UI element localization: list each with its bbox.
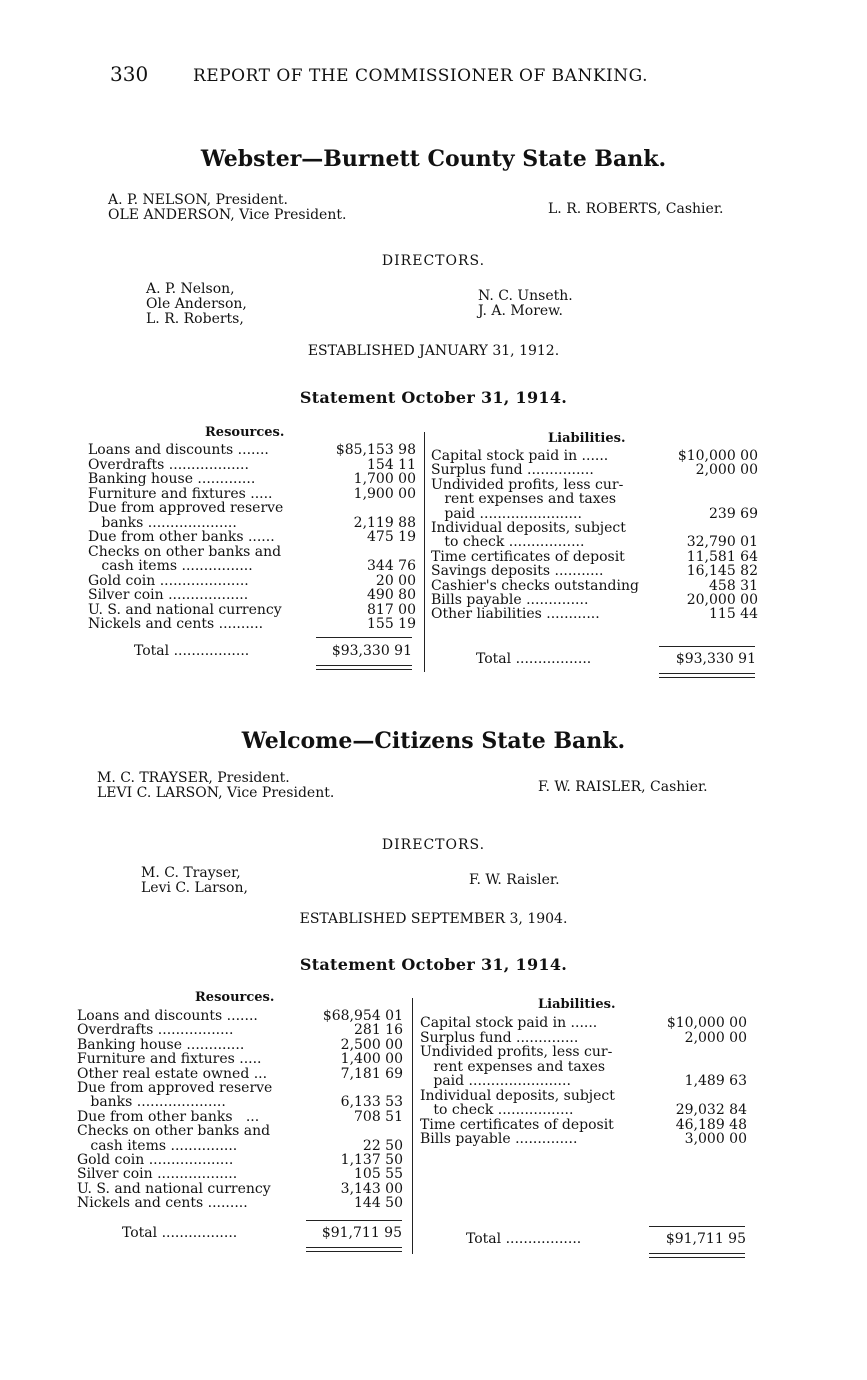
- line-item-amount: 46,189 48: [675, 1116, 747, 1133]
- vice-president: LEVI C. LARSON, Vice President.: [97, 785, 335, 801]
- line-item-label: Silver coin ..................: [77, 1166, 238, 1183]
- line-item-amount: 708 51: [354, 1108, 403, 1125]
- line-item-amount: 475 19: [367, 529, 416, 545]
- line-item-label: Nickels and cents .........: [77, 1195, 248, 1212]
- statement-title: Statement October 31, 1914.: [299, 955, 568, 974]
- directors-heading: DIRECTORS.: [381, 253, 486, 269]
- line-item-label: Checks on other banks and: [88, 543, 282, 560]
- line-item-label: Due from approved reserve: [88, 500, 284, 516]
- line-item-label: Due from other banks ...: [77, 1108, 260, 1125]
- resources-total-amount: $91,711 95: [321, 1225, 402, 1241]
- director: Ole Anderson,: [146, 296, 247, 312]
- vice-president: OLE ANDERSON, Vice President.: [108, 207, 347, 223]
- line-item-label: Silver coin ..................: [88, 587, 249, 603]
- double-rule: [316, 665, 412, 666]
- president: M. C. TRAYSER, President.: [97, 770, 290, 786]
- line-item-label: Gold coin ....................: [88, 572, 249, 589]
- liabilities-heading: Liabilities.: [548, 431, 626, 446]
- line-item-amount: 20 00: [375, 572, 416, 589]
- line-item-amount: 458 31: [709, 577, 758, 594]
- column-divider: [412, 998, 413, 1254]
- line-item-amount: $85,153 98: [335, 442, 416, 458]
- line-item-label: Capital stock paid in ......: [420, 1015, 598, 1031]
- line-item-amount: 105 55: [354, 1166, 403, 1183]
- total-label: Total .................: [122, 1225, 238, 1241]
- established-date: ESTABLISHED SEPTEMBER 3, 1904.: [299, 911, 568, 927]
- line-item-amount: 817 00: [367, 601, 416, 618]
- line-item-label: cash items ................: [88, 558, 253, 574]
- line-item-label: rent expenses and taxes: [420, 1058, 606, 1075]
- established-date: ESTABLISHED JANUARY 31, 1912.: [307, 343, 560, 359]
- director: Levi C. Larson,: [141, 880, 248, 896]
- line-item-amount: 29,032 84: [675, 1102, 747, 1118]
- line-item-label: Checks on other banks and: [77, 1123, 271, 1140]
- line-item-label: Due from approved reserve: [77, 1080, 273, 1096]
- line-item-label: Time certificates of deposit: [420, 1116, 614, 1133]
- line-item-amount: 20,000 00: [686, 592, 758, 608]
- line-item-label: Cashier's checks outstanding: [431, 577, 639, 594]
- sum-rule: [649, 1226, 745, 1227]
- statement-title: Statement October 31, 1914.: [299, 388, 568, 407]
- line-item-label: Surplus fund ...............: [431, 462, 594, 479]
- director: A. P. Nelson,: [146, 281, 235, 297]
- line-item-label: U. S. and national currency: [88, 601, 282, 618]
- line-item-amount: 11,581 64: [686, 548, 758, 565]
- line-item-amount: 7,181 69: [340, 1065, 403, 1082]
- line-item-label: paid .......................: [431, 505, 582, 522]
- sum-rule: [316, 637, 412, 638]
- line-item-amount: 1,137 50: [340, 1152, 403, 1168]
- double-rule: [306, 1247, 402, 1248]
- line-item-label: Due from other banks ......: [88, 529, 275, 545]
- director: L. R. Roberts,: [146, 311, 244, 327]
- line-item-label: Overdrafts .................: [77, 1022, 234, 1039]
- cashier: L. R. ROBERTS, Cashier.: [548, 201, 724, 217]
- line-item-amount: 1,400 00: [340, 1051, 403, 1068]
- president: A. P. NELSON, President.: [108, 192, 288, 208]
- double-rule: [659, 677, 755, 678]
- line-item-label: Surplus fund ..............: [420, 1029, 579, 1046]
- line-item-amount: 2,000 00: [695, 462, 758, 479]
- line-item-label: Bills payable ..............: [431, 592, 589, 608]
- resources-heading: Resources.: [205, 425, 285, 440]
- line-item-amount: 144 50: [354, 1195, 403, 1212]
- line-item-label: paid .......................: [420, 1073, 571, 1089]
- director: F. W. Raisler.: [469, 872, 560, 888]
- page-number: 330: [110, 62, 149, 86]
- line-item-label: cash items ...............: [77, 1137, 238, 1154]
- line-item-amount: 115 44: [709, 606, 758, 623]
- line-item-label: U. S. and national currency: [77, 1180, 271, 1197]
- cashier: F. W. RAISLER, Cashier.: [538, 779, 708, 795]
- line-item-label: Time certificates of deposit: [431, 548, 625, 565]
- line-item-amount: 3,000 00: [684, 1131, 747, 1147]
- line-item-amount: 32,790 01: [686, 534, 758, 551]
- sum-rule: [659, 646, 755, 647]
- line-item-amount: 239 69: [709, 505, 758, 522]
- bank-title-welcome: Welcome—Citizens State Bank.: [241, 728, 626, 754]
- double-rule: [649, 1257, 745, 1258]
- liabilities-total-amount: $93,330 91: [675, 651, 756, 667]
- column-divider: [424, 432, 425, 672]
- line-item-amount: 1,489 63: [684, 1073, 747, 1089]
- line-item-label: Loans and discounts .......: [77, 1008, 258, 1024]
- liabilities-total-amount: $91,711 95: [665, 1231, 746, 1247]
- line-item-amount: 154 11: [367, 456, 416, 473]
- liabilities-heading: Liabilities.: [538, 997, 616, 1012]
- line-item-label: Banking house .............: [77, 1036, 245, 1053]
- line-item-label: Bills payable ..............: [420, 1131, 578, 1147]
- line-item-label: Savings deposits ...........: [431, 563, 604, 580]
- line-item-amount: $68,954 01: [322, 1008, 403, 1024]
- resources-total-amount: $93,330 91: [331, 643, 412, 659]
- line-item-label: to check .................: [431, 534, 585, 551]
- line-item-label: Other liabilities ............: [431, 606, 600, 623]
- line-item-amount: 2,500 00: [340, 1036, 403, 1053]
- bank-title-webster: Webster—Burnett County State Bank.: [200, 146, 667, 172]
- line-item-label: Undivided profits, less cur-: [431, 476, 624, 493]
- line-item-amount: 22 50: [362, 1137, 403, 1154]
- line-item-label: rent expenses and taxes: [431, 491, 617, 508]
- line-item-amount: $10,000 00: [677, 448, 758, 464]
- total-label: Total .................: [476, 651, 592, 667]
- running-title: REPORT OF THE COMMISSIONER OF BANKING.: [193, 66, 648, 86]
- line-item-amount: 490 80: [367, 587, 416, 603]
- line-item-amount: $10,000 00: [666, 1015, 747, 1031]
- line-item-label: Overdrafts ..................: [88, 456, 249, 473]
- line-item-label: Loans and discounts .......: [88, 442, 269, 458]
- line-item-amount: 6,133 53: [340, 1094, 403, 1111]
- line-item-amount: 281 16: [354, 1022, 403, 1039]
- line-item-amount: 155 19: [367, 616, 416, 632]
- line-item-label: Undivided profits, less cur-: [420, 1044, 613, 1060]
- line-item-amount: 3,143 00: [340, 1180, 403, 1197]
- line-item-label: Individual deposits, subject: [431, 520, 626, 536]
- line-item-label: to check .................: [420, 1102, 574, 1118]
- line-item-label: banks ....................: [77, 1094, 226, 1111]
- double-rule: [659, 673, 755, 674]
- line-item-amount: 16,145 82: [686, 563, 758, 580]
- line-item-label: Furniture and fixtures .....: [88, 485, 273, 502]
- line-item-label: Gold coin ...................: [77, 1152, 234, 1168]
- line-item-label: Furniture and fixtures .....: [77, 1051, 262, 1068]
- line-item-amount: 2,119 88: [353, 514, 416, 531]
- line-item-label: Other real estate owned ...: [77, 1065, 268, 1082]
- total-label: Total .................: [134, 643, 250, 659]
- line-item-amount: 1,900 00: [353, 485, 416, 502]
- line-item-label: Capital stock paid in ......: [431, 448, 609, 464]
- line-item-label: Banking house .............: [88, 471, 256, 487]
- line-item-label: banks ....................: [88, 514, 237, 531]
- line-item-amount: 344 76: [367, 558, 416, 574]
- line-item-label: Nickels and cents ..........: [88, 616, 264, 632]
- director: N. C. Unseth.: [478, 288, 573, 304]
- directors-heading: DIRECTORS.: [381, 837, 486, 853]
- line-item-amount: 2,000 00: [684, 1029, 747, 1046]
- director: M. C. Trayser,: [141, 865, 241, 881]
- director: J. A. Morew.: [478, 303, 563, 319]
- resources-heading: Resources.: [195, 990, 275, 1005]
- double-rule: [649, 1253, 745, 1254]
- line-item-label: Individual deposits, subject: [420, 1087, 615, 1104]
- double-rule: [306, 1251, 402, 1252]
- double-rule: [316, 669, 412, 670]
- total-label: Total .................: [466, 1231, 582, 1247]
- line-item-amount: 1,700 00: [353, 471, 416, 487]
- sum-rule: [306, 1220, 402, 1221]
